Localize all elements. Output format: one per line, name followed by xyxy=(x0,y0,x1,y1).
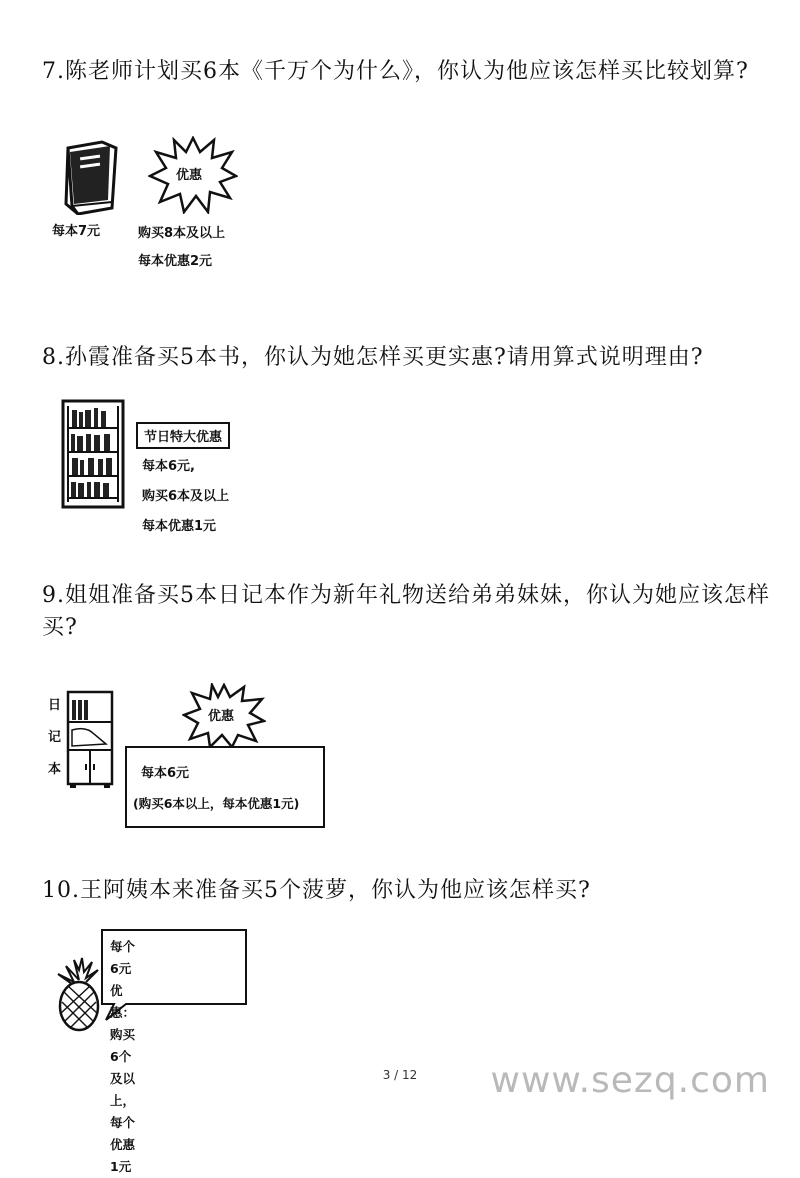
question-7-text: 7.陈老师计划买6本《千万个为什么》，你认为他应该怎样买比较划算? xyxy=(42,59,749,84)
offer-text-q8 xyxy=(142,452,229,542)
burst-label: 优惠 xyxy=(208,709,235,724)
diary-shelf-illustration xyxy=(66,690,116,794)
offer-text-q7 xyxy=(138,220,225,276)
offer-board xyxy=(125,746,325,828)
sign-title: 节日特大优惠 xyxy=(136,422,230,449)
discount-burst xyxy=(148,136,238,218)
pineapple-illustration xyxy=(54,956,104,1036)
shelf-char: 本 xyxy=(48,762,62,777)
book-icon xyxy=(62,140,122,215)
discount-burst xyxy=(182,683,266,753)
shelf-vertical-label xyxy=(48,690,61,786)
pineapple-icon xyxy=(54,956,104,1032)
bookshelf-icon xyxy=(60,398,126,510)
shelf-char: 日 xyxy=(48,698,62,713)
question-8-text: 8.孙霞准备买5本书，你认为她怎样买更实惠?请用算式说明理由? xyxy=(42,345,704,370)
question-10-text: 10.王阿姨本来准备买5个菠萝，你认为他应该怎样买? xyxy=(42,878,591,903)
burst-label: 优惠 xyxy=(176,168,203,183)
offer-line: 优惠：购买6个及以 xyxy=(110,983,136,1086)
offer-text-q10 xyxy=(110,936,135,1178)
shelf-char: 记 xyxy=(48,730,62,745)
offer-line: (购买6本以上，每本优惠1元) xyxy=(133,796,300,811)
cabinet-icon xyxy=(66,690,116,790)
offer-line: 每本优惠1元 xyxy=(142,519,217,534)
bookshelf-illustration xyxy=(60,398,126,514)
book-price-label: 每本7元 xyxy=(52,224,101,239)
offer-line: 每本6元 xyxy=(141,766,190,781)
offer-line: 购买6本及以上 xyxy=(142,489,230,504)
book-illustration xyxy=(62,140,122,219)
offer-line: 购买8本及以上 xyxy=(138,226,226,241)
page-number: 3 / 12 xyxy=(382,1068,418,1082)
offer-line: 每本优惠2元 xyxy=(138,254,213,269)
offer-line: 每个6元 xyxy=(110,939,136,976)
offer-line: 每本6元, xyxy=(142,459,195,474)
watermark: www.sezq.com xyxy=(490,1060,770,1101)
question-9-text: 9.姐姐准备买5本日记本作为新年礼物送给弟弟妹妹，你认为她应该怎样买? xyxy=(42,583,770,640)
offer-line: 上，每个优惠1元 xyxy=(110,1093,136,1174)
